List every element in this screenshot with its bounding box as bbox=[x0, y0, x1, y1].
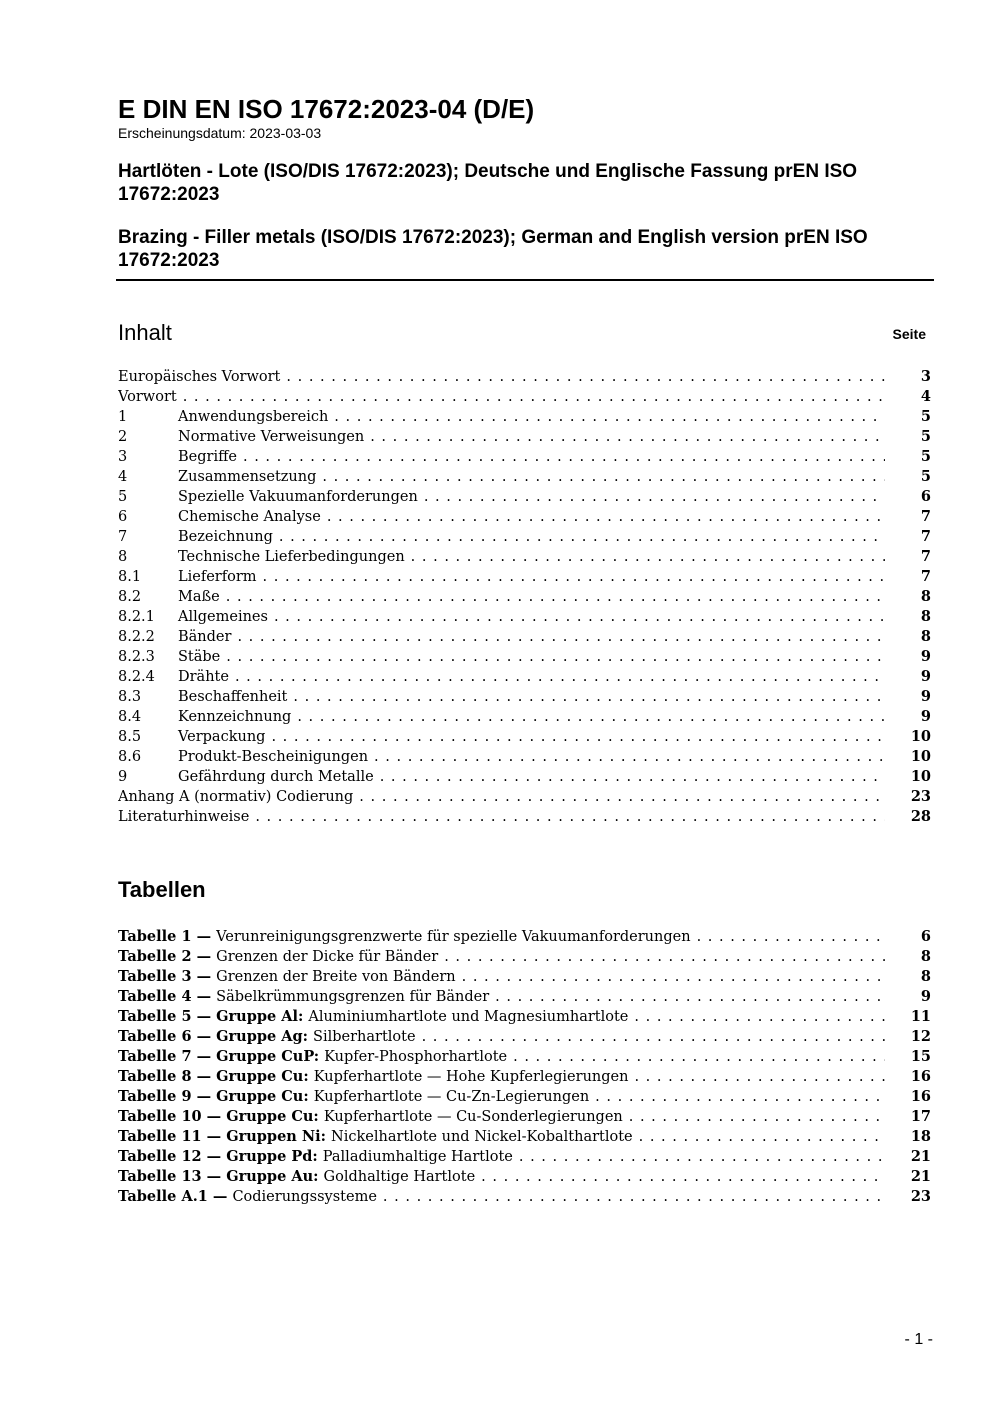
dot-leader bbox=[226, 647, 885, 667]
table-list-entry[interactable] bbox=[118, 947, 931, 967]
dot-leader bbox=[293, 687, 885, 707]
table-list-entry[interactable] bbox=[118, 927, 931, 947]
toc-entry[interactable] bbox=[118, 487, 931, 507]
toc-entry[interactable] bbox=[118, 587, 931, 607]
toc-entry-number: 4 bbox=[118, 469, 128, 485]
table-entry-page: 12 bbox=[910, 1028, 931, 1045]
dot-leader bbox=[462, 967, 885, 987]
title-german: Hartlöten - Lote (ISO/DIS 17672:2023); Deutsche und Englische Fassung prEN ISO 17672:2023 bbox=[118, 161, 858, 205]
table-list-entry[interactable] bbox=[118, 967, 931, 987]
toc-entry[interactable] bbox=[118, 627, 931, 647]
toc-entry[interactable] bbox=[118, 387, 931, 407]
toc-entry[interactable] bbox=[118, 647, 931, 667]
table-entry-page: 23 bbox=[910, 1188, 931, 1205]
dot-leader bbox=[327, 507, 885, 527]
toc-entry-label: Gefährdung durch Metalle bbox=[178, 769, 374, 785]
dot-leader bbox=[237, 627, 885, 647]
table-entry-page: 9 bbox=[920, 988, 931, 1005]
table-entry-page: 8 bbox=[920, 968, 931, 985]
table-entry-label bbox=[118, 967, 462, 987]
toc-entry[interactable] bbox=[118, 527, 931, 547]
table-list-entry[interactable] bbox=[118, 1127, 931, 1147]
table-entry-page: 16 bbox=[910, 1068, 931, 1085]
table-list-entry[interactable] bbox=[118, 1187, 931, 1207]
toc-entry-page: 7 bbox=[920, 548, 931, 565]
table-entry-label bbox=[118, 1167, 481, 1187]
toc-entry[interactable] bbox=[118, 607, 931, 627]
toc-entry-page: 6 bbox=[920, 488, 931, 505]
table-list-entry[interactable] bbox=[118, 1147, 931, 1167]
toc-entry[interactable] bbox=[118, 367, 931, 387]
tables-heading-row bbox=[118, 877, 926, 903]
toc-entry-label: Bezeichnung bbox=[178, 529, 273, 545]
table-entry-title: Grenzen der Breite von Bändern bbox=[216, 969, 456, 985]
toc-entry-number: 6 bbox=[118, 509, 128, 525]
toc-entry-label: Anhang A (normativ) Codierung bbox=[118, 789, 354, 805]
dot-leader bbox=[279, 527, 885, 547]
dot-leader bbox=[374, 747, 885, 767]
toc-entry-page: 3 bbox=[920, 368, 931, 385]
toc-entry-label: Europäisches Vorwort bbox=[118, 369, 281, 385]
dot-leader bbox=[226, 587, 885, 607]
dot-leader bbox=[495, 987, 885, 1007]
contents-heading-row bbox=[118, 320, 926, 346]
table-entry-label bbox=[118, 1087, 595, 1107]
dot-leader bbox=[255, 807, 885, 827]
table-entry-label bbox=[118, 1047, 513, 1067]
table-entry-id: Tabelle 6 — Gruppe Ag: bbox=[118, 1028, 314, 1045]
tables-heading: Tabellen bbox=[118, 877, 206, 902]
table-entry-id: Tabelle 3 — bbox=[118, 968, 217, 985]
dot-leader bbox=[334, 407, 885, 427]
table-entry-page: 16 bbox=[910, 1088, 931, 1105]
table-entry-title: Verunreinigungsgrenzwerte für spezielle Vakuumanforderungen bbox=[216, 929, 691, 945]
dot-leader bbox=[263, 567, 885, 587]
toc-entry-page: 8 bbox=[920, 588, 931, 605]
table-list-entry[interactable] bbox=[118, 1087, 931, 1107]
toc-entry-label: Technische Lieferbedingungen bbox=[178, 549, 405, 565]
toc-entry-page: 9 bbox=[920, 708, 931, 725]
toc-entry-number: 7 bbox=[118, 529, 128, 545]
table-list-entry[interactable] bbox=[118, 1047, 931, 1067]
table-entry-title: Aluminiumhartlote und Magnesiumhartlote bbox=[308, 1009, 629, 1025]
table-entry-label bbox=[118, 1147, 519, 1167]
toc-entry-label: Vorwort bbox=[118, 389, 177, 405]
toc-entry-page: 9 bbox=[920, 668, 931, 685]
toc-entry-page: 4 bbox=[920, 388, 931, 405]
toc-entry-page: 7 bbox=[920, 508, 931, 525]
toc-entry-label: Allgemeines bbox=[178, 609, 268, 625]
table-list-entry[interactable] bbox=[118, 1027, 931, 1047]
toc-entry-label: Maße bbox=[178, 589, 220, 605]
contents-heading: Inhalt bbox=[118, 320, 172, 345]
toc-entry-page: 7 bbox=[920, 528, 931, 545]
toc-entry-number: 8.5 bbox=[118, 729, 142, 745]
dot-leader bbox=[513, 1047, 885, 1067]
toc-entry-label: Literaturhinweise bbox=[118, 809, 250, 825]
toc-entry-label: Verpackung bbox=[178, 729, 266, 745]
list-of-tables bbox=[118, 927, 931, 1207]
table-entry-id: Tabelle 13 — Gruppe Au: bbox=[118, 1168, 324, 1185]
table-entry-id: Tabelle 7 — Gruppe CuP: bbox=[118, 1048, 325, 1065]
dot-leader bbox=[444, 947, 885, 967]
toc-entry[interactable] bbox=[118, 467, 931, 487]
table-entry-id: Tabelle 8 — Gruppe Cu: bbox=[118, 1068, 314, 1085]
toc-entry-label: Zusammensetzung bbox=[178, 469, 317, 485]
dot-leader bbox=[286, 367, 885, 387]
table-entry-title: Kupferhartlote — Hohe Kupferlegierungen bbox=[313, 1069, 629, 1085]
toc-entry-page: 5 bbox=[920, 408, 931, 425]
toc-entry[interactable] bbox=[118, 767, 931, 787]
toc-entry-number: 8.6 bbox=[118, 749, 142, 765]
table-entry-id: Tabelle 2 — bbox=[118, 948, 217, 965]
dot-leader bbox=[629, 1107, 885, 1127]
page-number: - 1 - bbox=[904, 1331, 933, 1348]
toc-entry-page: 5 bbox=[920, 448, 931, 465]
toc-entry[interactable] bbox=[118, 547, 931, 567]
header-divider bbox=[116, 279, 934, 281]
table-entry-label bbox=[118, 1007, 634, 1027]
table-list-entry[interactable] bbox=[118, 1107, 931, 1127]
toc-entry[interactable] bbox=[118, 567, 931, 587]
table-entry-title: Goldhaltige Hartlote bbox=[323, 1169, 476, 1185]
toc-entry-label: Bänder bbox=[178, 629, 232, 645]
table-entry-id: Tabelle 12 — Gruppe Pd: bbox=[118, 1148, 323, 1165]
toc-entry-page: 8 bbox=[920, 628, 931, 645]
dot-leader bbox=[383, 1187, 885, 1207]
table-entry-title: Kupferhartlote — Cu-Zn-Legierungen bbox=[313, 1089, 590, 1105]
dot-leader bbox=[424, 487, 885, 507]
toc-entry-label: Chemische Analyse bbox=[178, 509, 321, 525]
table-of-contents bbox=[118, 367, 931, 827]
toc-entry-number: 9 bbox=[118, 769, 128, 785]
dot-leader bbox=[271, 727, 885, 747]
toc-entry-label: Stäbe bbox=[178, 649, 221, 665]
dot-leader bbox=[519, 1147, 885, 1167]
table-entry-id: Tabelle 1 — bbox=[118, 928, 217, 945]
table-entry-page: 6 bbox=[920, 928, 931, 945]
toc-entry-number: 5 bbox=[118, 489, 128, 505]
dot-leader bbox=[422, 1027, 885, 1047]
toc-entry-page: 7 bbox=[920, 568, 931, 585]
toc-entry-label: Lieferform bbox=[178, 569, 257, 585]
table-entry-page: 17 bbox=[910, 1108, 931, 1125]
toc-entry[interactable] bbox=[118, 807, 931, 827]
toc-entry[interactable] bbox=[118, 787, 931, 807]
publication-date: Erscheinungsdatum: 2023-03-03 bbox=[118, 125, 322, 141]
document-header bbox=[118, 94, 934, 272]
table-entry-label bbox=[118, 1127, 639, 1147]
table-entry-page: 8 bbox=[920, 948, 931, 965]
toc-entry-label: Normative Verweisungen bbox=[178, 429, 365, 445]
toc-entry-page: 10 bbox=[910, 768, 931, 785]
table-entry-title: Kupfer-Phosphorhartlote bbox=[324, 1049, 508, 1065]
toc-entry-page: 28 bbox=[910, 808, 931, 825]
toc-entry-number: 8.2.3 bbox=[118, 649, 155, 665]
table-entry-label bbox=[118, 927, 697, 947]
table-entry-title: Nickelhartlote und Nickel-Kobalthartlote bbox=[331, 1129, 633, 1145]
table-entry-id: Tabelle 9 — Gruppe Cu: bbox=[118, 1088, 314, 1105]
table-entry-label bbox=[118, 1187, 383, 1207]
toc-entry-page: 23 bbox=[910, 788, 931, 805]
dot-leader bbox=[595, 1087, 885, 1107]
dot-leader bbox=[411, 547, 885, 567]
dot-leader bbox=[634, 1067, 885, 1087]
table-entry-label bbox=[118, 1067, 634, 1087]
dot-leader bbox=[370, 427, 885, 447]
table-entry-id: Tabelle 4 — bbox=[118, 988, 217, 1005]
toc-entry-number: 8.2.2 bbox=[118, 629, 155, 645]
toc-entry-page: 5 bbox=[920, 468, 931, 485]
dot-leader bbox=[380, 767, 885, 787]
dot-leader bbox=[639, 1127, 885, 1147]
dot-leader bbox=[359, 787, 885, 807]
page-column-label: Seite bbox=[892, 326, 926, 342]
dot-leader bbox=[235, 667, 885, 687]
dot-leader bbox=[183, 387, 885, 407]
table-entry-label bbox=[118, 1027, 422, 1047]
table-entry-label bbox=[118, 1107, 629, 1127]
toc-entry[interactable] bbox=[118, 407, 931, 427]
table-list-entry[interactable] bbox=[118, 1007, 931, 1027]
dot-leader bbox=[274, 607, 885, 627]
table-entry-title: Grenzen der Dicke für Bänder bbox=[216, 949, 439, 965]
dot-leader bbox=[297, 707, 885, 727]
dot-leader bbox=[634, 1007, 885, 1027]
table-entry-title: Silberhartlote bbox=[313, 1029, 416, 1045]
table-entry-page: 18 bbox=[910, 1128, 931, 1145]
toc-entry-page: 9 bbox=[920, 648, 931, 665]
dot-leader bbox=[697, 927, 885, 947]
toc-entry-label: Produkt-Bescheinigungen bbox=[178, 749, 369, 765]
toc-entry[interactable] bbox=[118, 727, 931, 747]
dot-leader bbox=[481, 1167, 885, 1187]
table-entry-title: Codierungssysteme bbox=[232, 1189, 377, 1205]
table-entry-title: Säbelkrümmungsgrenzen für Bänder bbox=[216, 989, 490, 1005]
toc-entry-label: Kennzeichnung bbox=[178, 709, 292, 725]
toc-entry[interactable] bbox=[118, 507, 931, 527]
dot-leader bbox=[243, 447, 885, 467]
toc-entry-page: 5 bbox=[920, 428, 931, 445]
toc-entry[interactable] bbox=[118, 747, 931, 767]
toc-entry-page: 8 bbox=[920, 608, 931, 625]
toc-entry-number: 8.3 bbox=[118, 689, 142, 705]
toc-entry-number: 2 bbox=[118, 429, 128, 445]
table-entry-label bbox=[118, 947, 444, 967]
toc-entry-number: 3 bbox=[118, 449, 128, 465]
toc-entry[interactable] bbox=[118, 687, 931, 707]
toc-entry-number: 1 bbox=[118, 409, 128, 425]
toc-entry-page: 10 bbox=[910, 748, 931, 765]
table-list-entry[interactable] bbox=[118, 987, 931, 1007]
toc-entry-label: Drähte bbox=[178, 669, 229, 685]
toc-entry-page: 10 bbox=[910, 728, 931, 745]
toc-entry-label: Beschaffenheit bbox=[178, 689, 288, 705]
table-entry-id: Tabelle 11 — Gruppen Ni: bbox=[118, 1128, 332, 1145]
table-entry-label bbox=[118, 987, 495, 1007]
table-entry-page: 11 bbox=[910, 1008, 931, 1025]
toc-entry-number: 8.4 bbox=[118, 709, 142, 725]
toc-entry-label: Anwendungsbereich bbox=[178, 409, 329, 425]
toc-entry-number: 8.1 bbox=[118, 569, 142, 585]
toc-entry[interactable] bbox=[118, 427, 931, 447]
table-entry-id: Tabelle 10 — Gruppe Cu: bbox=[118, 1108, 324, 1125]
toc-entry[interactable] bbox=[118, 667, 931, 687]
toc-entry-number: 8.2 bbox=[118, 589, 142, 605]
toc-entry-number: 8.2.4 bbox=[118, 669, 155, 685]
table-entry-id: Tabelle 5 — Gruppe Al: bbox=[118, 1008, 309, 1025]
dot-leader bbox=[322, 467, 885, 487]
table-list-entry[interactable] bbox=[118, 1167, 931, 1187]
document-title: E DIN EN ISO 17672:2023-04 (D/E) bbox=[118, 94, 535, 124]
table-entry-title: Kupferhartlote — Cu-Sonderlegierungen bbox=[323, 1109, 623, 1125]
toc-entry-label: Begriffe bbox=[178, 449, 237, 465]
toc-entry[interactable] bbox=[118, 707, 931, 727]
table-entry-page: 15 bbox=[910, 1048, 931, 1065]
table-entry-page: 21 bbox=[910, 1168, 931, 1185]
toc-entry[interactable] bbox=[118, 447, 931, 467]
toc-entry-label: Spezielle Vakuumanforderungen bbox=[178, 489, 418, 505]
toc-entry-number: 8 bbox=[118, 549, 128, 565]
table-entry-title: Palladiumhaltige Hartlote bbox=[322, 1149, 513, 1165]
toc-entry-page: 9 bbox=[920, 688, 931, 705]
table-entry-page: 21 bbox=[910, 1148, 931, 1165]
title-english: Brazing - Filler metals (ISO/DIS 17672:2023); German and English version prEN ISO 17672:2023 bbox=[118, 227, 868, 271]
toc-entry-number: 8.2.1 bbox=[118, 609, 155, 625]
table-list-entry[interactable] bbox=[118, 1067, 931, 1087]
table-entry-id: Tabelle A.1 — bbox=[118, 1188, 233, 1205]
